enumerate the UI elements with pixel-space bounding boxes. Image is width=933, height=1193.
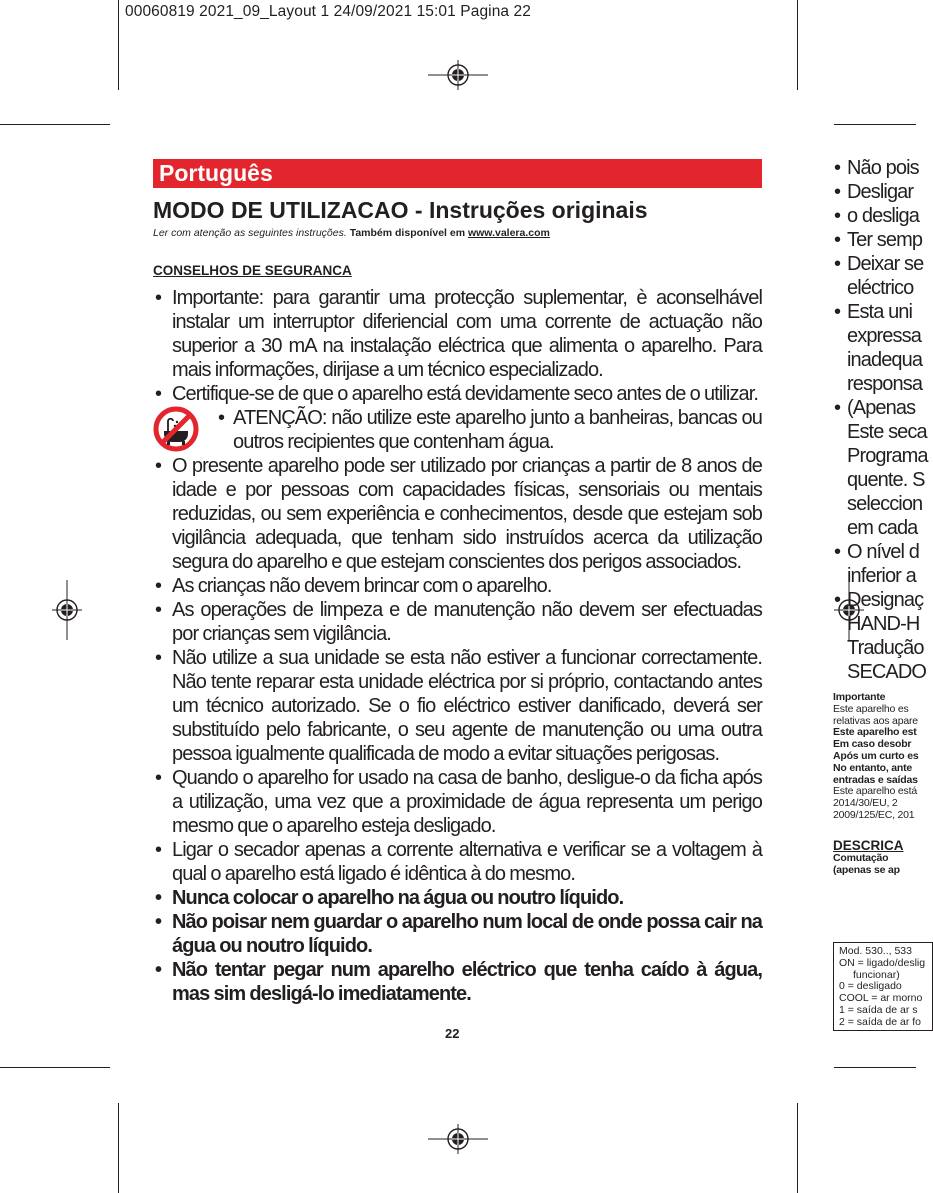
adjacent-line: • O nível d — [833, 540, 916, 564]
adjacent-line: • Ter semp — [833, 228, 916, 252]
adjacent-page-column — [833, 156, 928, 1056]
crop-mark — [834, 1067, 916, 1068]
switch-box — [833, 942, 933, 1031]
box-line: 2 = saída de ar fo — [839, 1015, 922, 1028]
registration-mark-icon — [428, 1124, 488, 1154]
section-heading: CONSELHOS DE SEGURANCA — [153, 263, 352, 278]
adjacent-line: • Desligar — [833, 180, 916, 204]
language-label: Português — [159, 160, 273, 186]
warning-text: • ATENÇÃO: não utilize este aparelho junto a banheiras, bancas ou outros recipientes que contenham água. — [218, 406, 762, 454]
bold-list-item: • Não tentar pegar num aparelho eléctrico que tenha caído à água, mas sim desligá-lo imediatamente. — [153, 958, 762, 1006]
website-link[interactable]: www.valera.com — [467, 227, 550, 239]
subtitle-italic: Ler com atenção as seguintes instruções. — [153, 227, 347, 239]
subtitle — [153, 227, 550, 239]
adjacent-line: expressa — [847, 325, 921, 347]
crop-mark — [118, 0, 119, 90]
box-line: 1 = saída de ar s — [839, 1003, 918, 1016]
list-item: • Quando o aparelho for usado na casa de banho, desligue-o da ficha após a utilização, uma vez que a proximidade de água representa um perigo mesmo que o aparelho esteja desligado. — [153, 766, 762, 838]
important-line: Após um curto es — [833, 749, 919, 762]
switch-label: Comutação — [833, 851, 889, 864]
list-item: • As operações de limpeza e de manutenção não devem ser efectuadas por crianças sem vigilância. — [153, 598, 762, 646]
list-item: • Não utilize a sua unidade se esta não estiver a funcionar correctamente. Não tente reparar esta unidade eléctrica por si próprio, contactando antes um técnico autorizado. Se o fio eléctrico estiver danificado, deverá ser substituído pelo fabricante, o seu agente de manutenção ou uma outra pessoa igualmente qualificada de modo a evitar situações perigosas. — [153, 646, 762, 766]
adjacent-line: • Deixar se — [833, 252, 916, 276]
adjacent-line: • o desliga — [833, 204, 916, 228]
adjacent-line: quente. S — [847, 469, 925, 491]
list-item: • O presente aparelho pode ser utilizado por crianças a partir de 8 anos de idade e por pessoas com capacidades físicas, sensoriais ou mentais reduzidas, ou sem experiência e conhecimentos, desde que estejam sob vigilância adequada, que tenham sido instruídos acerca da utilização segura do aparelho e que estejam conscientes dos perigos associados. — [153, 454, 762, 574]
important-line: Este aparelho es — [833, 702, 909, 715]
registration-mark-icon — [52, 580, 82, 640]
adjacent-line: Tradução — [847, 637, 924, 659]
bold-list-item: • Não poisar nem guardar o aparelho num local de onde possa cair na água ou noutro líquido. — [153, 910, 762, 958]
list-item: • As crianças não devem brincar com o aparelho. — [153, 574, 762, 598]
page-title: MODO DE UTILIZACAO - Instruções originais — [153, 197, 648, 223]
important-line: Este aparelho está — [833, 785, 917, 798]
adjacent-line: Este seca — [847, 421, 927, 443]
adjacent-line: inferior a — [847, 565, 916, 587]
adjacent-line: eléctrico — [847, 277, 914, 299]
adjacent-line: • Não pois — [833, 156, 916, 180]
adjacent-line: • Esta uni — [833, 300, 916, 324]
list-item: • Certifique-se de que o aparelho está devidamente seco antes de o utilizar. — [153, 382, 762, 406]
important-line: 2009/125/EC, 201 — [833, 808, 915, 821]
box-line: funcionar) — [853, 968, 900, 981]
crop-mark — [834, 124, 916, 125]
adjacent-line: em cada — [847, 517, 918, 539]
bold-list-item: • Nunca colocar o aparelho na água ou noutro líquido. — [153, 886, 762, 910]
list-item: • Ligar o secador apenas a corrente alternativa e verificar se a voltagem à qual o aparelho está ligado é idêntica à do mesmo. — [153, 838, 762, 886]
important-label: Importante — [833, 691, 886, 703]
adjacent-line: seleccion — [847, 493, 923, 515]
box-line: COOL = ar morno — [839, 992, 923, 1005]
language-band — [153, 159, 762, 188]
adjacent-line: inadequa — [847, 349, 923, 371]
no-bath-warning-icon — [153, 406, 199, 452]
crop-mark — [0, 124, 110, 125]
description-heading: DESCRICA — [833, 837, 904, 853]
subtitle-bold: Também disponível em — [349, 227, 466, 239]
crop-mark — [118, 1103, 119, 1193]
registration-mark-icon — [428, 60, 488, 90]
page-number: 22 — [445, 1026, 460, 1041]
important-line: relativas aos apare — [833, 714, 918, 727]
warning-block — [153, 406, 762, 454]
list-item: • Importante: para garantir uma protecção suplementar, è aconselhável instalar um interruptor diferiencial com uma corrente de actuação não superior a 30 mA na instalação eléctrica que alimenta o aparelho. Para mais informações, dirijase a um técnico especializado. — [153, 286, 762, 382]
adjacent-line: • Designaç — [833, 588, 916, 612]
print-slug: 00060819 2021_09_Layout 1 24/09/2021 15:01 Pagina 22 — [125, 3, 531, 20]
important-line: Em caso desobr — [833, 738, 912, 751]
adjacent-line: • (Apenas — [833, 396, 916, 420]
adjacent-line: SECADO — [847, 661, 927, 683]
crop-mark — [0, 1067, 110, 1068]
adjacent-line: HAND-H — [847, 613, 920, 635]
switch-sub: (apenas se ap — [833, 863, 900, 876]
adjacent-line: responsa — [847, 373, 923, 395]
important-line: No entanto, ante — [833, 761, 913, 774]
box-line: Mod. 530.., 533 — [839, 945, 912, 957]
box-line: 0 = desligado — [839, 980, 902, 993]
important-line: entradas e saídas — [833, 773, 918, 786]
adjacent-line: Programa — [847, 445, 928, 467]
important-line: 2014/30/EU, 2 — [833, 797, 898, 810]
important-line: Este aparelho est — [833, 726, 917, 739]
crop-mark — [797, 1103, 798, 1193]
box-line: ON = ligado/deslig — [839, 956, 926, 969]
crop-mark — [797, 0, 798, 90]
safety-list — [153, 286, 762, 1006]
